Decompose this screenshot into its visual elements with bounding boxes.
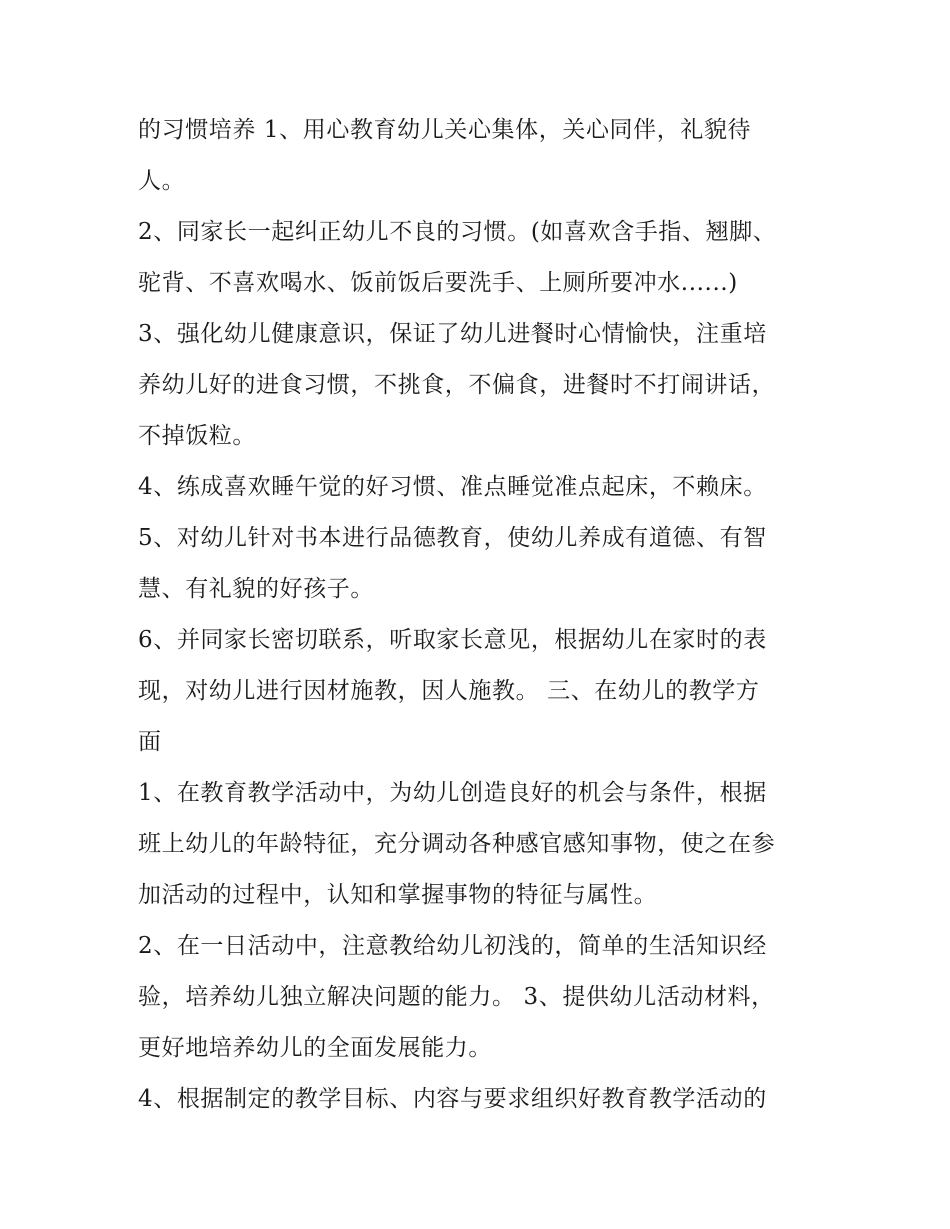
text-line: 慧、有礼貌的好孩子。 — [138, 576, 374, 602]
text-line: 的习惯培养 1、用心教育幼儿关心集体，关心同伴，礼貌待 — [138, 117, 752, 143]
text-line: 3、强化幼儿健康意识，保证了幼儿进餐时心情愉快，注重培 — [138, 321, 767, 347]
text-line: 人。 — [138, 168, 186, 194]
text-line: 验，培养幼儿独立解决问题的能力。 3、提供幼儿活动材料， — [138, 984, 775, 1010]
text-line: 面 — [138, 729, 162, 755]
text-line: 2、同家长一起纠正幼儿不良的习惯。(如喜欢含手指、翘脚、 — [138, 219, 777, 245]
text-line: 4、根据制定的教学目标、内容与要求组织好教育教学活动的 — [138, 1086, 767, 1112]
body-text — [138, 105, 828, 1125]
text-line: 现，对幼儿进行因材施教，因人施教。 三、在幼儿的教学方 — [138, 678, 760, 704]
text-line: 加活动的过程中，认知和掌握事物的特征与属性。 — [138, 882, 658, 908]
text-line: 4、练成喜欢睡午觉的好习惯、准点睡觉准点起床，不赖床。 — [138, 474, 767, 500]
text-line: 驼背、不喜欢喝水、饭前饭后要洗手、上厕所要冲水......) — [138, 270, 738, 296]
text-line: 养幼儿好的进食习惯，不挑食，不偏食，进餐时不打闹讲话， — [138, 372, 776, 398]
text-line: 2、在一日活动中，注意教给幼儿初浅的，简单的生活知识经 — [138, 933, 767, 959]
text-line: 班上幼儿的年龄特征，充分调动各种感官感知事物，使之在参 — [138, 831, 776, 857]
text-line: 更好地培养幼儿的全面发展能力。 — [138, 1035, 492, 1061]
text-line: 5、对幼儿针对书本进行品德教育，使幼儿养成有道德、有智 — [138, 525, 767, 551]
text-line: 6、并同家长密切联系，听取家长意见，根据幼儿在家时的表 — [138, 627, 767, 653]
text-line: 1、在教育教学活动中，为幼儿创造良好的机会与条件，根据 — [138, 780, 767, 806]
text-line: 不掉饭粒。 — [138, 423, 256, 449]
